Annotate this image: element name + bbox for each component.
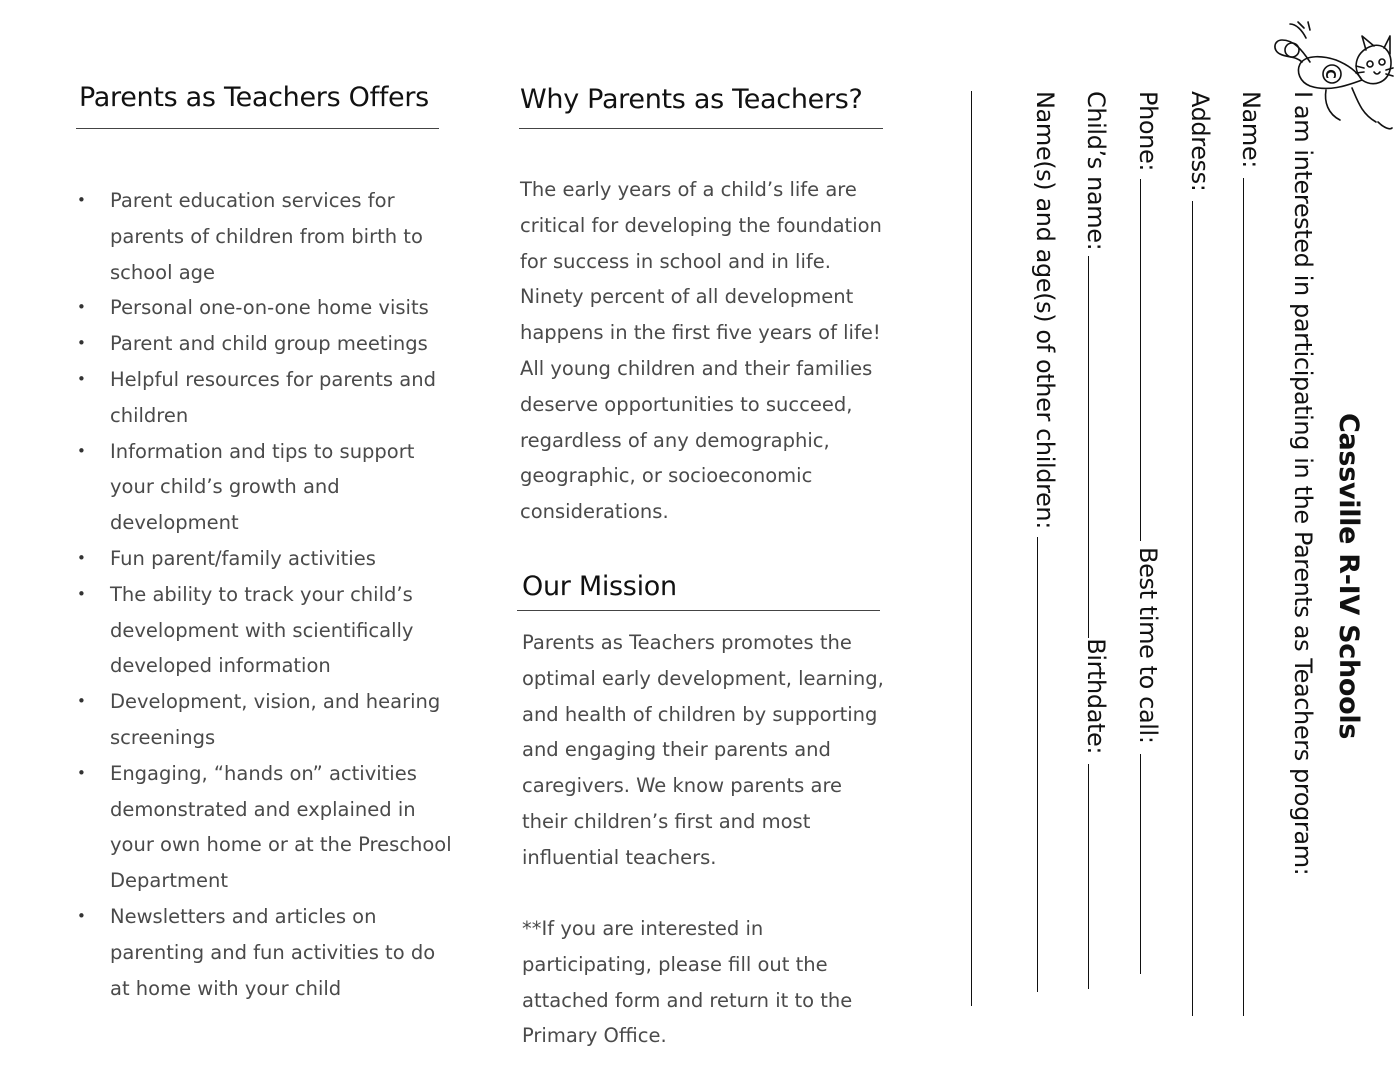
other-children-field[interactable] bbox=[1030, 91, 1060, 992]
list-item: • Parent and child group meetings bbox=[77, 326, 457, 362]
list-item: • Newsletters and articles on parenting and fun activities to do at home with your child bbox=[77, 899, 457, 1006]
list-item: • Information and tips to support your child’s growth and development bbox=[77, 434, 457, 541]
signup-form bbox=[996, 91, 1364, 1021]
other-children-label: Name(s) and age(s) of other children: bbox=[1031, 91, 1059, 529]
list-item: • Personal one-on-one home visits bbox=[77, 290, 457, 326]
phone-field[interactable] bbox=[1133, 91, 1163, 974]
child-name-blank[interactable] bbox=[1088, 256, 1109, 638]
school-name: Cassville R-IV Schools bbox=[1333, 413, 1364, 740]
why-paragraph: The early years of a child’s life are critical for developing the foundation for success in school and in life. Ninety percent of all development happens in the first five years of life! All young children and their families deserve opportunities to succeed, regardless of any demographic, geographic, or socioeconomic considerations. bbox=[520, 178, 882, 524]
list-item: • The ability to track your child’s development with scientifically developed information bbox=[77, 577, 457, 684]
wildcat-mascot-icon bbox=[1266, 10, 1394, 135]
list-item: • Parent education services for parents of children from birth to school age bbox=[77, 183, 457, 290]
other-children-blank[interactable] bbox=[1037, 537, 1058, 992]
svg-text:C: C bbox=[1322, 69, 1337, 79]
name-field[interactable] bbox=[1236, 91, 1266, 1016]
best-time-label: Best time to call: bbox=[1134, 547, 1162, 744]
why-heading: Why Parents as Teachers? bbox=[520, 84, 863, 115]
address-field[interactable] bbox=[1185, 91, 1215, 1016]
name-label: Name: bbox=[1237, 91, 1265, 168]
list-item: • Engaging, “hands on” activities demonstrated and explained in your own home or at the Preschool Department bbox=[77, 756, 457, 899]
child-field[interactable] bbox=[1081, 91, 1111, 989]
offers-heading: Parents as Teachers Offers bbox=[79, 82, 429, 113]
list-item: • Fun parent/family activities bbox=[77, 541, 457, 577]
phone-label: Phone: bbox=[1134, 91, 1162, 172]
address-label: Address: bbox=[1186, 91, 1214, 192]
birthdate-label: Birthdate: bbox=[1082, 638, 1110, 755]
best-time-blank[interactable] bbox=[1140, 754, 1161, 974]
address-blank[interactable] bbox=[1192, 201, 1213, 1016]
signup-note: **If you are interested in participating, please fill out the attached form and return it to the Primary Office. bbox=[522, 917, 853, 1048]
offers-divider bbox=[76, 128, 439, 129]
interest-text: I am interested in participating in the Parents as Teachers program: bbox=[1289, 91, 1317, 876]
list-item: • Development, vision, and hearing screenings bbox=[77, 684, 457, 756]
child-name-label: Child’s name: bbox=[1082, 91, 1110, 251]
form-bottom-rule bbox=[971, 91, 972, 1006]
why-divider bbox=[519, 128, 883, 129]
mission-divider bbox=[517, 610, 880, 611]
phone-blank[interactable] bbox=[1140, 179, 1161, 541]
mission-heading: Our Mission bbox=[522, 571, 677, 602]
name-blank[interactable] bbox=[1243, 178, 1264, 1016]
list-item: • Helpful resources for parents and children bbox=[77, 362, 457, 434]
mission-paragraph: Parents as Teachers promotes the optimal early development, learning, and health of children by supporting and engaging their parents and caregivers. We know parents are their children’s first and most influential teachers. bbox=[522, 631, 884, 869]
offers-list bbox=[77, 183, 457, 1006]
birthdate-blank[interactable] bbox=[1088, 764, 1109, 989]
interest-statement bbox=[1288, 91, 1318, 875]
